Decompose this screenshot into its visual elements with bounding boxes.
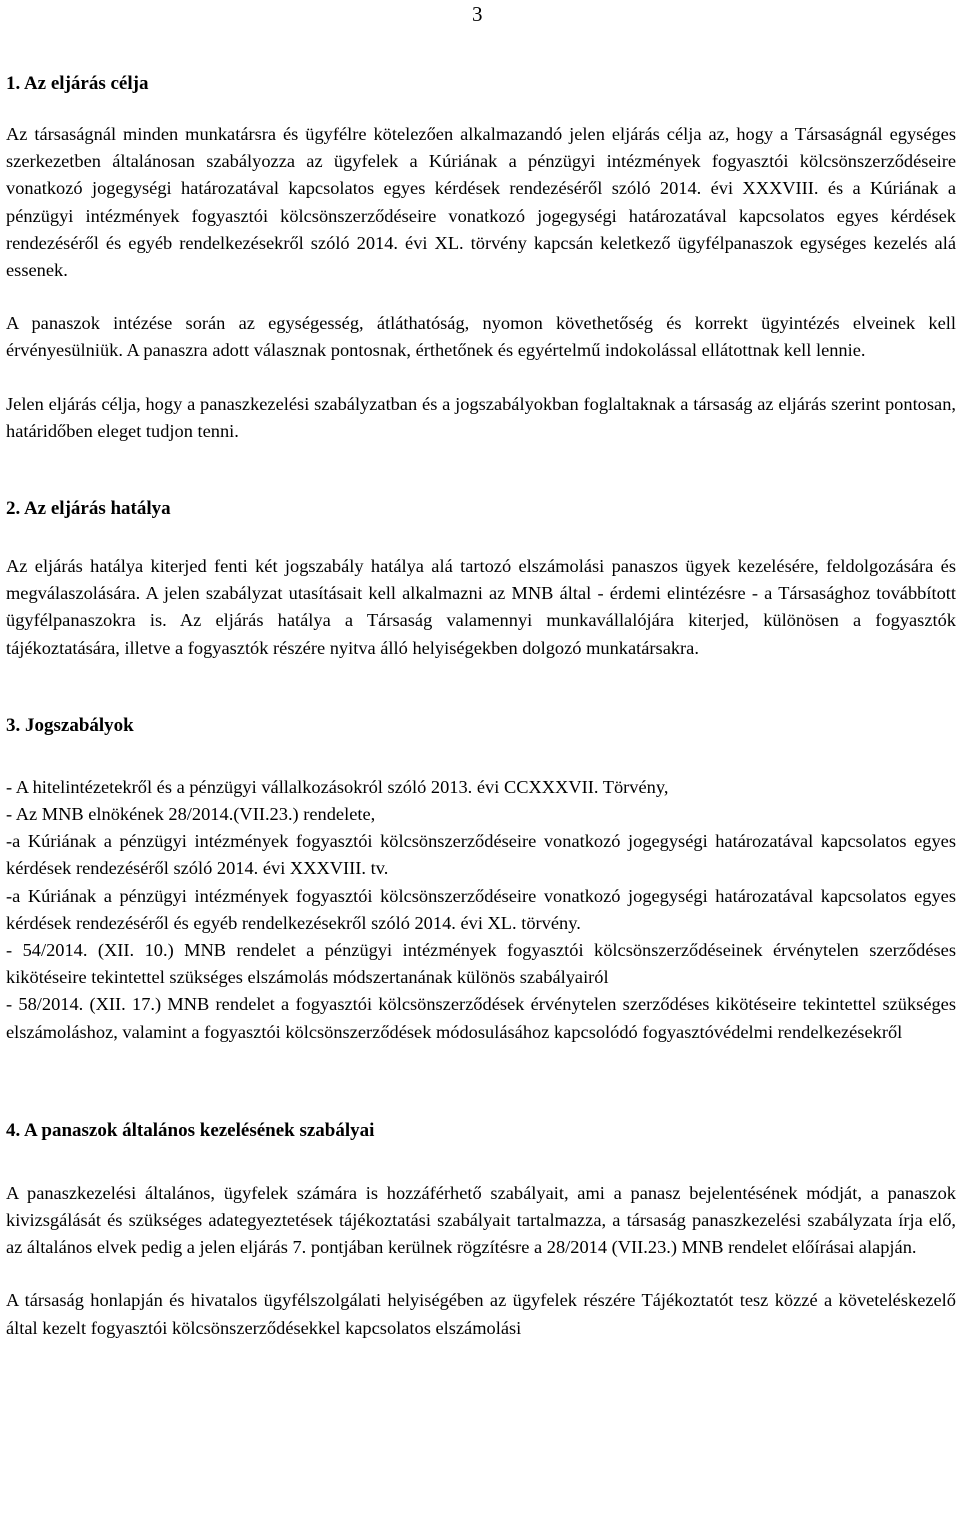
- purpose-paragraph-2: A panaszok intézése során az egységesség, átláthatóság, nyomon követhetőség és korrekt ügyintézés elveinek kell érvényesülniük. A panaszra adott válasznak pontosnak, érthetőnek és egyértelmű indokolással ellátottnak kell lennie.: [6, 313, 956, 361]
- section-heading-general-rules: 4. A panaszok általános kezelésének szabályai: [6, 1119, 375, 1141]
- page-number: 3: [472, 2, 483, 26]
- section-purpose: [6, 70, 956, 445]
- legislation-item: - 54/2014. (XII. 10.) MNB rendelet a pénzügyi intézmények fogyasztói kölcsönszerződéseinek érvénytelen szerződéses kikötéseire tekintettel szükséges elszámolás módszertanának különös szabályairól: [6, 940, 956, 988]
- document-body: [6, 70, 956, 1342]
- legislation-list: [6, 774, 956, 1046]
- section-scope: [6, 495, 956, 662]
- general-rules-paragraph-2: A társaság honlapján és hivatalos ügyfélszolgálati helyiségében az ügyfelek részére Tájékoztatót tesz közzé a követeléskezelő által kezelt fogyasztói kölcsönszerződésekkel kapcsolatos elszámolási: [6, 1290, 956, 1338]
- legislation-item: -a Kúriának a pénzügyi intézmények fogyasztói kölcsönszerződéseire vonatkozó jogegységi határozatával kapcsolatos egyes kérdések rendezéséről és egyéb rendelkezésekről szóló 2014. évi XL. törvény.: [6, 885, 956, 933]
- section-heading-legislation: 3. Jogszabályok: [6, 714, 134, 736]
- section-legislation: [6, 712, 956, 1046]
- scope-paragraph-1: Az eljárás hatálya kiterjed fenti két jogszabály hatálya alá tartozó elszámolási panaszos ügyek kezelésére, feldolgozására és megválaszolására. A jelen szabályzat utasításait kell alkalmazni az MNB által - érdemi elintézésre - a Társasághoz továbbított ügyfélpanaszokra is. Az eljárás hatálya a Társaság valamennyi munkavállalójára kiterjed, különösen a fogyasztók tájékoztatására, illetve a fogyasztók részére nyitva álló helyiségekben dolgozó munkatársakra.: [6, 556, 956, 658]
- general-rules-paragraph-1: A panaszkezelési általános, ügyfelek számára is hozzáférhető szabályait, ami a panasz bejelentésének módját, a panaszok kivizsgálását és szükséges adategyeztetések tájékoztatási szabályait tartalmazza, a társaság panaszkezelési szabályzata írja elő, az általános elvek pedig a jelen eljárás 7. pontjában kerülnek rögzítésre a 28/2014 (VII.23.) MNB rendelet előírásai alapján.: [6, 1182, 956, 1258]
- legislation-item: - 58/2014. (XII. 17.) MNB rendelet a fogyasztói kölcsönszerződések érvénytelen szerződéses kikötéseire tekintettel szükséges elszámoláshoz, valamint a fogyasztói kölcsönszerződések módosulásához kapcsolódó fogyasztóvédelmi rendelkezésekről: [6, 994, 956, 1042]
- section-general-rules: [6, 1117, 956, 1342]
- legislation-item: - A hitelintézetekről és a pénzügyi vállalkozásokról szóló 2013. évi CCXXXVII. Törvény,: [6, 776, 669, 797]
- purpose-paragraph-3: Jelen eljárás célja, hogy a panaszkezelési szabályzatban és a jogszabályokban foglaltaknak a társaság az eljárás szerint pontosan, határidőben eleget tudjon tenni.: [6, 393, 956, 441]
- section-heading-purpose: 1. Az eljárás célja: [6, 73, 149, 94]
- legislation-item: -a Kúriának a pénzügyi intézmények fogyasztói kölcsönszerződéseire vonatkozó jogegységi határozatával kapcsolatos egyes kérdések rendezéséről szóló 2014. évi XXXVIII. tv.: [6, 831, 956, 879]
- section-heading-scope: 2. Az eljárás hatálya: [6, 498, 171, 520]
- legislation-item: - Az MNB elnökének 28/2014.(VII.23.) rendelete,: [6, 804, 376, 825]
- purpose-paragraph-1: Az társaságnál minden munkatársra és ügyfélre kötelezően alkalmazandó jelen eljárás célja az, hogy a Társaságnál egységes szerkezetben általánosan szabályozza az ügyfelek a Kúriának a pénzügyi intézmények fogyasztói kölcsönszerződéseire vonatkozó jogegységi határozatával kapcsolatos egyes kérdések rendezéséről szóló 2014. évi XXXVIII. és a Kúriának a pénzügyi intézmények fogyasztói kölcsönszerződéseire vonatkozó jogegységi határozatával kapcsolatos egyes kérdések rendezéséről és egyéb rendelkezésekről szóló 2014. évi XL. törvény kapcsán keletkező ügyfélpanaszok egységes kezelés alá essenek.: [6, 124, 956, 281]
